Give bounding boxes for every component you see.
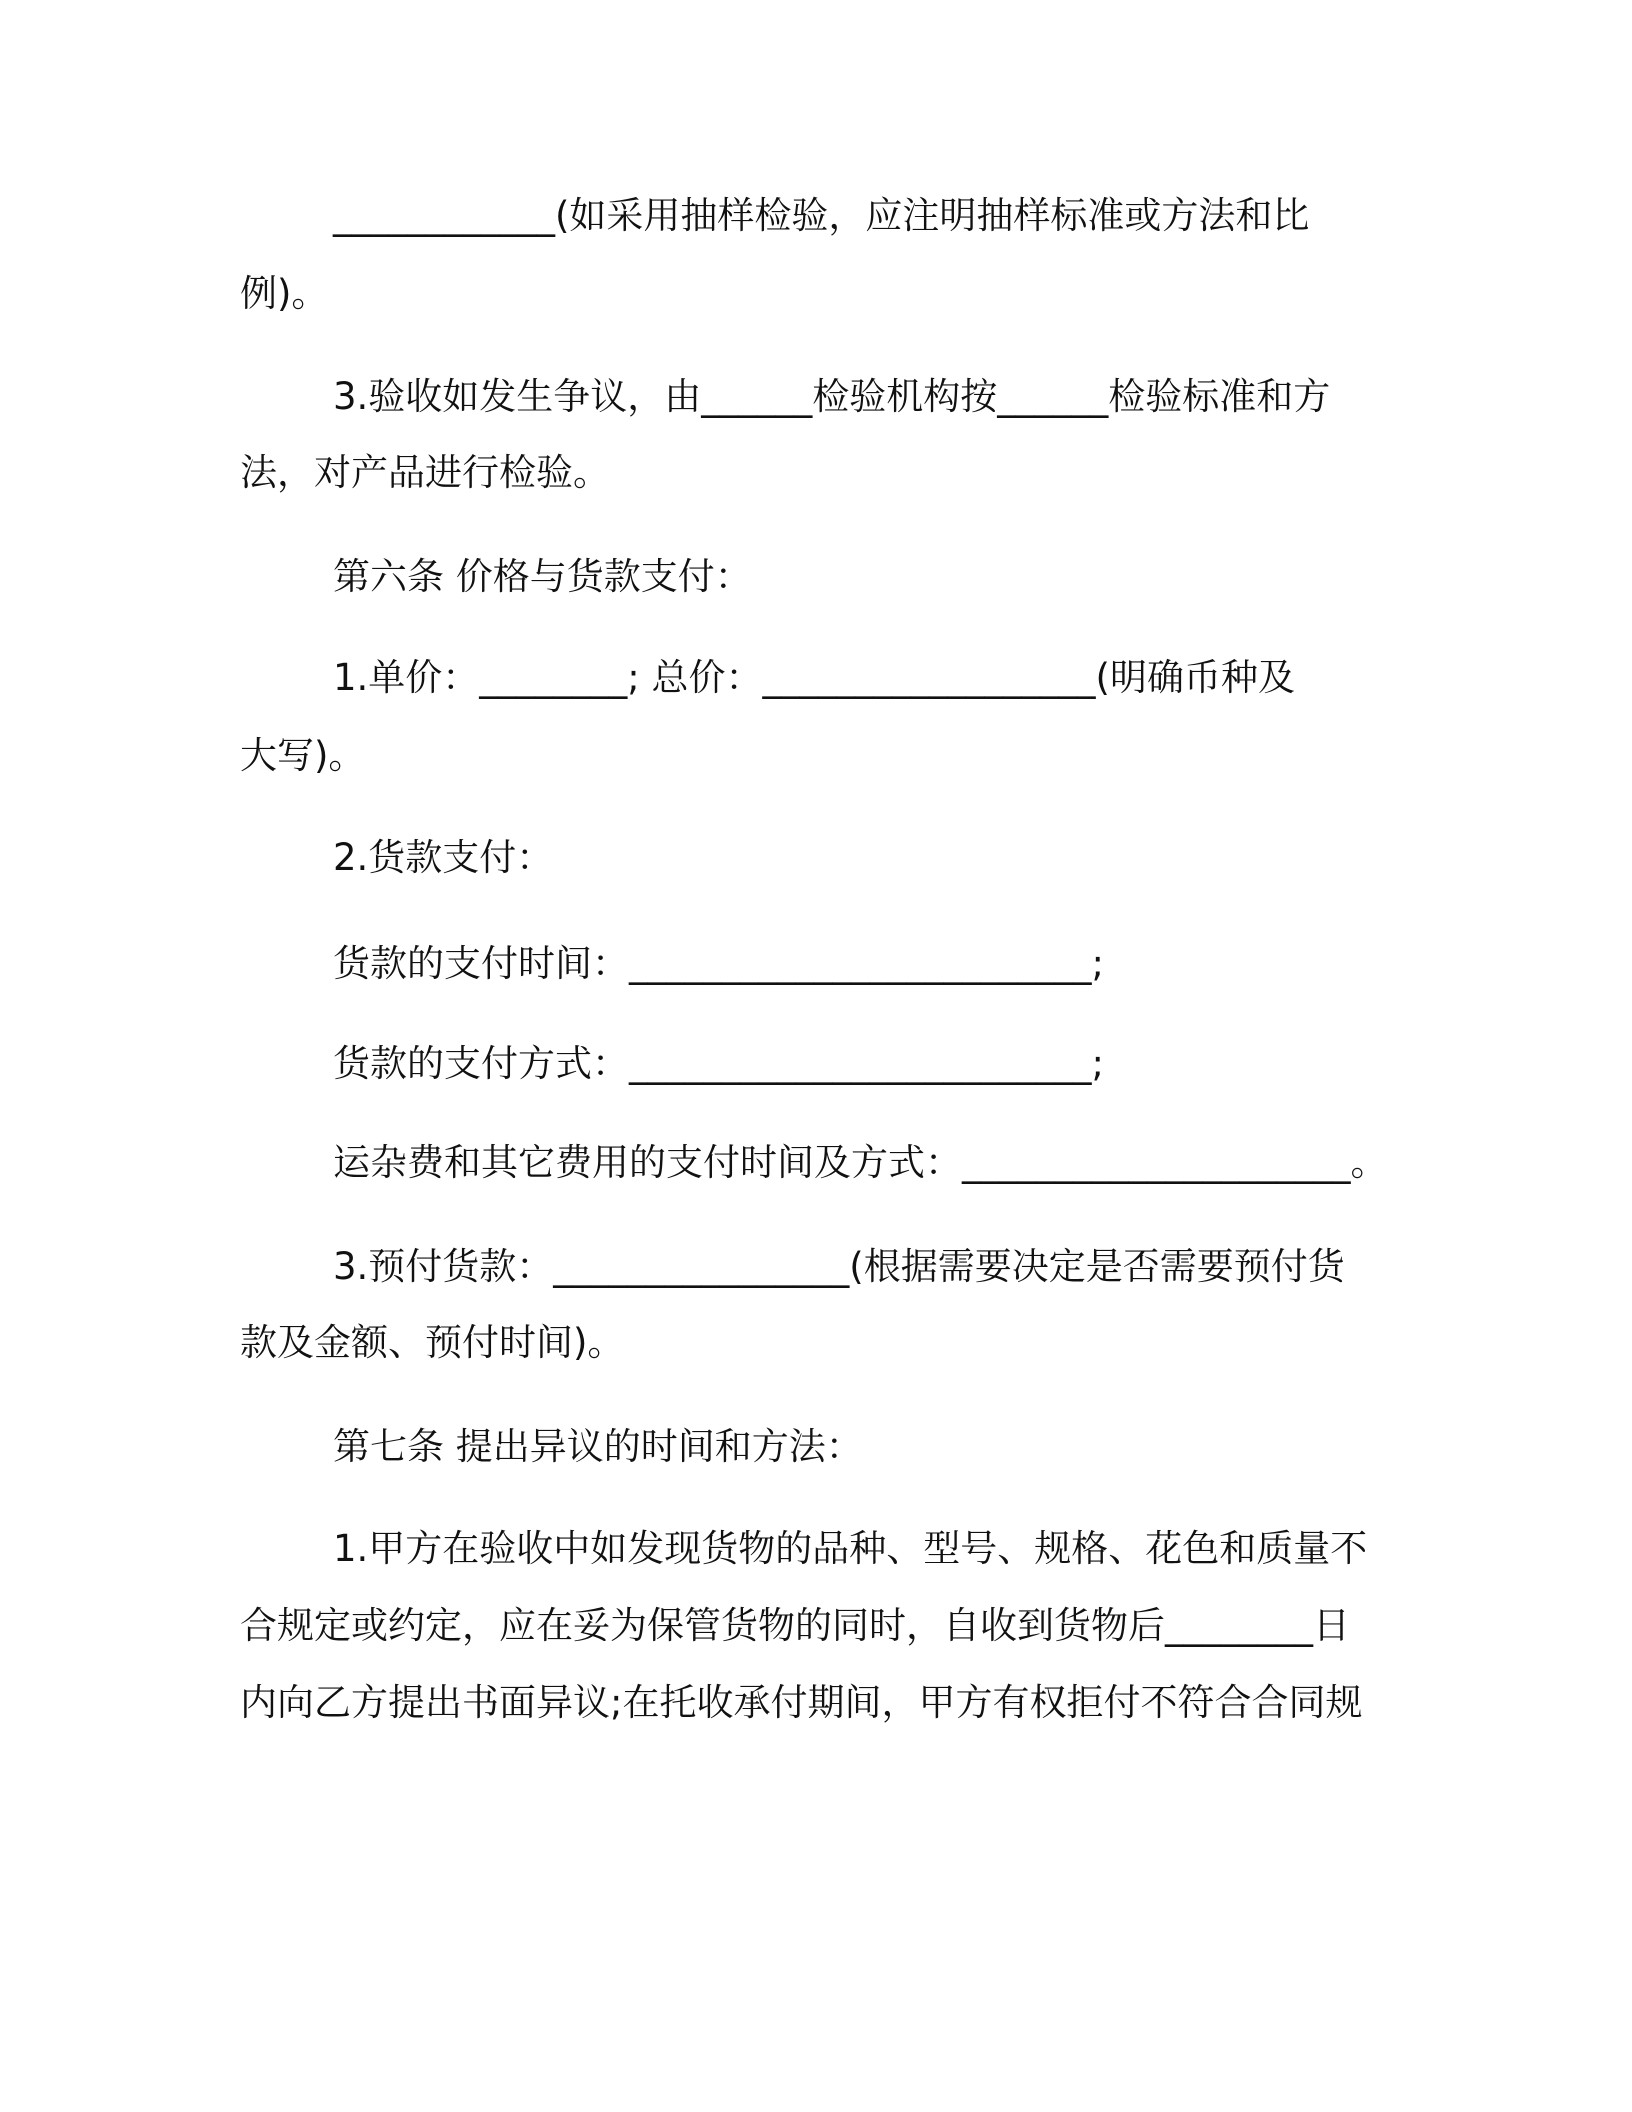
paragraph-line-dispute: 3.验收如发生争议，由______检验机构按______检验标准和方 [333, 375, 1331, 418]
paragraph-line-other-fees: 运杂费和其它费用的支付时间及方式：_____________________。 [333, 1141, 1388, 1184]
paragraph-line-price-continued: 大写)。 [240, 734, 366, 777]
paragraph-line-objection-1: 1.甲方在验收中如发现货物的品种、型号、规格、花色和质量不 [333, 1527, 1368, 1570]
paragraph-line-advance-payment-continued: 款及金额、预付时间)。 [240, 1321, 625, 1364]
paragraph-line-payment-method: 货款的支付方式：_________________________; [333, 1042, 1104, 1085]
paragraph-line-payment-time: 货款的支付时间：_________________________; [333, 942, 1104, 985]
section-heading-article-7: 第七条 提出异议的时间和方法： [333, 1425, 863, 1468]
paragraph-line-advance-payment: 3.预付货款：________________(根据需要决定是否需要预付货 [333, 1245, 1345, 1288]
paragraph-line-inspection-sampling-continued: 例)。 [240, 272, 329, 315]
paragraph-line-objection-2: 合规定或约定，应在妥为保管货物的同时，自收到货物后________日 [240, 1604, 1350, 1647]
paragraph-line-inspection-sampling: ____________(如采用抽样检验，应注明抽样标准或方法和比 [333, 194, 1310, 237]
paragraph-line-price: 1.单价：________; 总价：__________________(明确币种及 [333, 656, 1295, 699]
paragraph-line-payment: 2.货款支付： [333, 836, 554, 879]
paragraph-line-objection-3: 内向乙方提出书面异议;在托收承付期间，甲方有权拒付不符合合同规 [240, 1681, 1363, 1724]
section-heading-article-6: 第六条 价格与货款支付： [333, 555, 752, 598]
paragraph-line-dispute-continued: 法，对产品进行检验。 [240, 451, 610, 494]
